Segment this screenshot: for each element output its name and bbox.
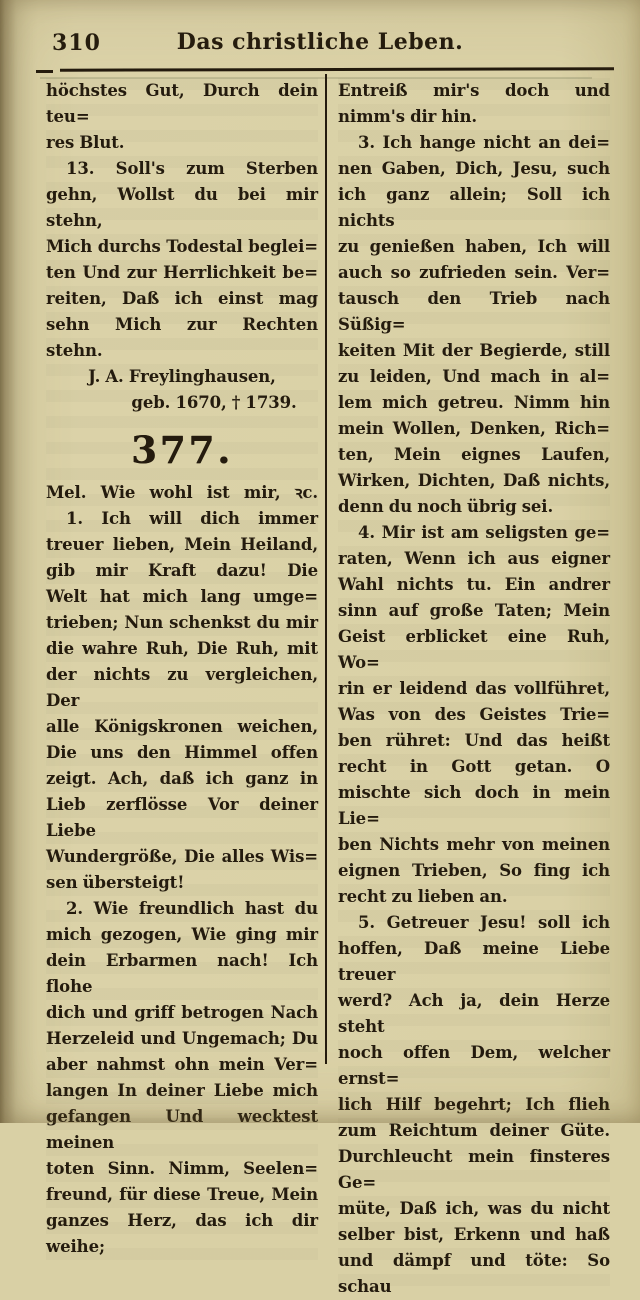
text-line: dein Erbarmen nach! Ich flohe — [46, 951, 318, 996]
header-rule — [60, 67, 614, 71]
text-line: geb. 1670, † 1739. — [131, 393, 297, 412]
text-line: Mel. Wie wohl ist mir, ꝛc. — [46, 483, 318, 502]
right-column — [338, 78, 610, 1300]
text-line: 4. Mir ist am seligsten ge= — [358, 523, 610, 542]
text-line: gib mir Kraft dazu! Die — [46, 561, 318, 580]
text-line: alle Königskronen weichen, — [46, 717, 318, 736]
text-line: noch offen Dem, welcher ernst= — [338, 1043, 610, 1088]
text-line: Geist erblicket eine Ruh, Wo= — [338, 627, 610, 672]
text-line: J. A. Freylinghausen, — [88, 367, 276, 386]
text-line: müte, Daß ich, was du nicht — [338, 1199, 610, 1218]
text-line: freund, für diese Treue, Mein — [46, 1185, 318, 1204]
text-line: ten Und zur Herrlichkeit be= — [46, 263, 318, 282]
text-line: recht zu lieben an. — [338, 887, 508, 906]
text-line: 3. Ich hange nicht an dei= — [358, 133, 610, 152]
text-line: sinn auf große Taten; Mein — [338, 601, 610, 620]
text-line: selber bist, Erkenn und haß — [338, 1225, 610, 1244]
text-line: zum Reichtum deiner Güte. — [338, 1121, 610, 1140]
text-line: und dämpf und töte: So schau — [338, 1251, 610, 1296]
text-line: rin er leidend das vollführet, — [338, 679, 610, 698]
running-title: Das christliche Leben. — [176, 29, 464, 55]
text-line: gehn, Wollst du bei mir stehn, — [46, 185, 318, 230]
text-line: treuer lieben, Mein Heiland, — [46, 535, 318, 554]
text-line: trieben; Nun schenkst du mir — [46, 613, 318, 632]
text-line: sen übersteigt! — [46, 873, 185, 892]
text-line: keiten Mit der Begierde, still — [338, 341, 610, 360]
text-line: die wahre Ruh, Die Ruh, mit — [46, 639, 318, 658]
text-line: denn du noch übrig sei. — [338, 497, 554, 516]
text-line: sehn Mich zur Rechten stehn. — [46, 315, 318, 360]
text-line: mich gezogen, Wie ging mir — [46, 925, 318, 944]
text-line: toten Sinn. Nimm, Seelen= — [46, 1159, 318, 1178]
text-line: hoffen, Daß meine Liebe treuer — [338, 939, 610, 984]
text-line: langen In deiner Liebe mich — [46, 1081, 318, 1100]
text-line: gefangen Und wecktest meinen — [46, 1107, 318, 1152]
text-line: ganzes Herz, das ich dir weihe; — [46, 1211, 318, 1256]
text-line: nimm's dir hin. — [338, 107, 478, 126]
text-line: ben Nichts mehr von meinen — [338, 835, 610, 854]
text-line: Was von des Geistes Trie= — [338, 705, 610, 724]
text-line: res Blut. — [46, 133, 125, 152]
text-line: der nichts zu vergleichen, Der — [46, 665, 318, 710]
text-line: werd? Ach ja, dein Herze steht — [338, 991, 610, 1036]
text-line: zu leiden, Und mach in al= — [338, 367, 610, 386]
text-line: 13. Soll's zum Sterben — [66, 159, 318, 178]
text-line: lich Hilf begehrt; Ich flieh — [338, 1095, 610, 1114]
text-line: lem mich getreu. Nimm hin — [338, 393, 610, 412]
text-line: ich ganz allein; Soll ich nichts — [338, 185, 610, 230]
text-line: reiten, Daß ich einst mag — [46, 289, 318, 308]
text-line: ten, Mein eignes Laufen, — [338, 445, 610, 464]
text-line: Lieb zerflösse Vor deiner Liebe — [46, 795, 318, 840]
text-line: recht in Gott getan. O — [338, 757, 610, 776]
hymn-number-heading: 377. — [130, 428, 234, 472]
page-number: 310 — [52, 30, 101, 56]
text-line: Die uns den Himmel offen — [46, 743, 318, 762]
text-line: Mich durchs Todestal beglei= — [46, 237, 318, 256]
text-line: nen Gaben, Dich, Jesu, such — [338, 159, 610, 178]
text-line: Wundergröße, Die alles Wis= — [46, 847, 318, 866]
text-line: Herzeleid und Ungemach; Du — [46, 1029, 318, 1048]
text-line: mein Wollen, Denken, Rich= — [338, 419, 610, 438]
text-line: höchstes Gut, Durch dein teu= — [46, 81, 318, 126]
text-line: Wahl nichts tu. Ein andrer — [338, 575, 610, 594]
text-line: zu genießen haben, Ich will — [338, 237, 610, 256]
text-line: Welt hat mich lang umge= — [46, 587, 318, 606]
column-divider-rule — [325, 74, 327, 1064]
text-line: Entreiß mir's doch und — [338, 81, 610, 100]
text-line: Wirken, Dichten, Daß nichts, — [338, 471, 610, 490]
text-line: ben rühret: Und das heißt — [338, 731, 610, 750]
text-line: dich und griff betrogen Nach — [46, 1003, 318, 1022]
text-line: 5. Getreuer Jesu! soll ich — [358, 913, 610, 932]
text-line: zeigt. Ach, daß ich ganz in — [46, 769, 318, 788]
text-line: aber nahmst ohn mein Ver= — [46, 1055, 318, 1074]
text-line: mischte sich doch in mein Lie= — [338, 783, 610, 828]
header-rule-dash — [36, 70, 53, 73]
text-line: eignen Trieben, So fing ich — [338, 861, 610, 880]
text-line: Durchleucht mein finsteres Ge= — [338, 1147, 610, 1192]
text-line: 2. Wie freundlich hast du — [66, 899, 318, 918]
left-column — [46, 78, 318, 1260]
text-line: raten, Wenn ich aus eigner — [338, 549, 610, 568]
text-line: 1. Ich will dich immer — [66, 509, 318, 528]
text-line: auch so zufrieden sein. Ver= — [338, 263, 610, 282]
text-line: tausch den Trieb nach Süßig= — [338, 289, 610, 334]
